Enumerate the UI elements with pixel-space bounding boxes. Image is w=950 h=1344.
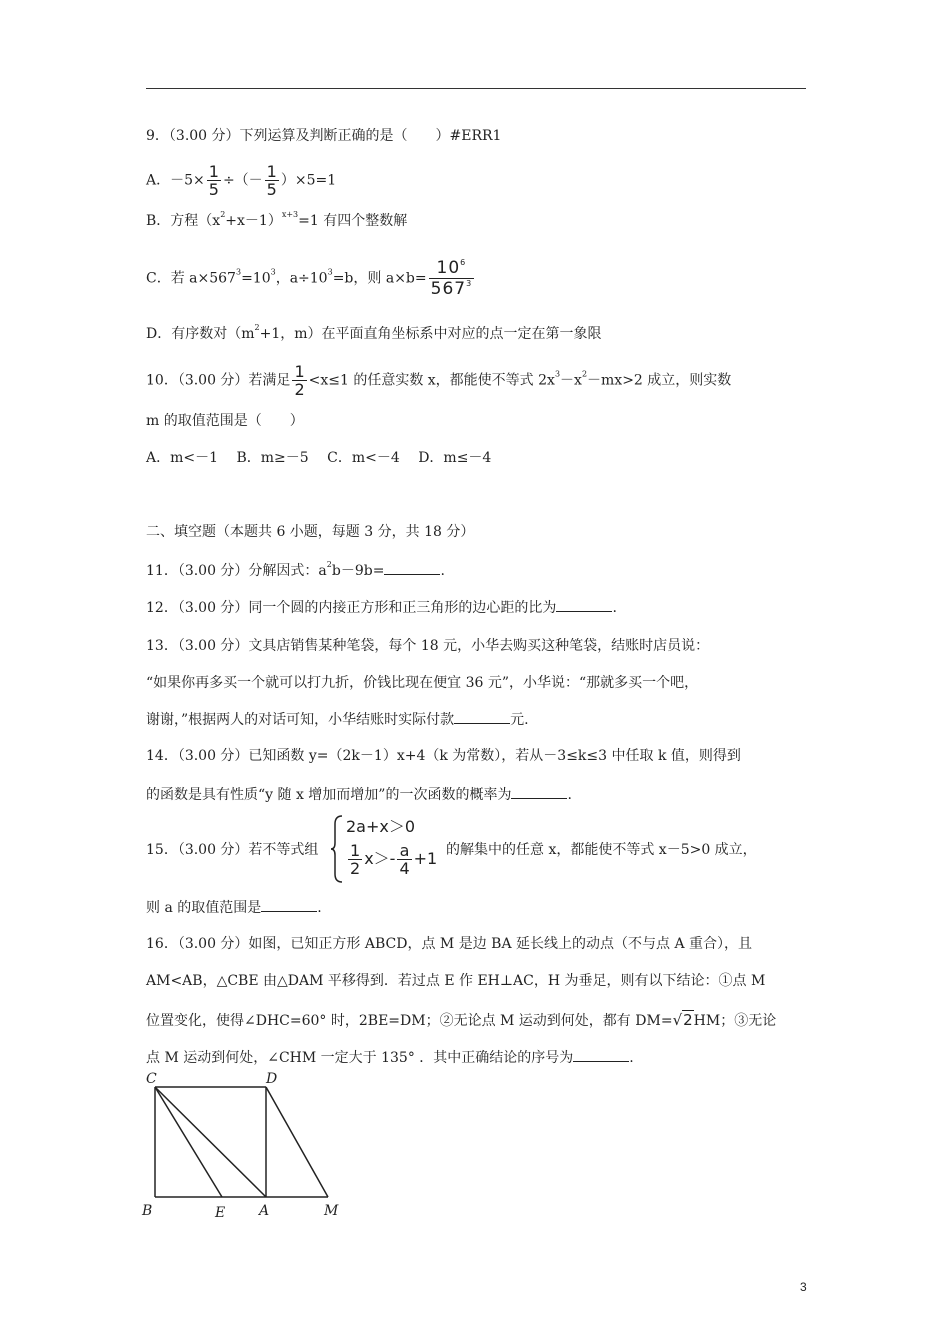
q13-line1: 13．（3.00 分）文具店销售某种笔袋，每个 18 元，小华去购买这种笔袋，结账时店员说：: [146, 638, 710, 654]
label-b: B: [142, 1203, 153, 1219]
q9-option-b: B．方程$(x^2+x-1)^{x+3}=1$ 有四个整数解: [146, 210, 408, 229]
answer-blank: [511, 784, 567, 799]
answer-blank: [454, 709, 510, 724]
q16-line2: AM<AB，△CBE 由△DAM 平移得到．若过点 E 作 EH⊥AC，H 为垂足，则有以下结论：①点 M: [146, 973, 766, 989]
q15-lead: 15．（3.00 分）若不等式组: [146, 842, 319, 858]
page-number: 3: [800, 1280, 807, 1294]
answer-blank: [573, 1047, 629, 1062]
fraction: $\frac{a}{4}$: [399, 841, 410, 878]
sqrt: √2: [672, 1011, 693, 1029]
q14-line1: 14．（3.00 分）已知函数 y=（2k－1）x+4（k 为常数），若从－3≤k≤3 中任取 k 值，则得到: [146, 748, 741, 764]
brace-icon: [330, 815, 344, 883]
q13-line3: 谢谢，”根据两人的对话可知，小华结账时实际付款 元.: [146, 709, 529, 730]
q15-tail: 的解集中的任意 x，都能使不等式 x－5>0 成立，: [446, 842, 757, 858]
inequality-row-2: $\frac{1}{2}$ x＞- $\frac{a}{4}$ +1: [350, 841, 438, 878]
geometry-figure: [136, 1068, 356, 1224]
q14-line2: 的函数是具有性质“y 随 x 增加而增加”的一次函数的概率为 .: [146, 784, 572, 805]
q10-stem: 10．（3.00 分）若满足 $\frac{1}{2}$ <x≤1 的任意实数 x，都能使不等式 $2x^3-x^2-mx>2$ 成立，则实数: [146, 362, 732, 399]
fraction: $\frac{1}{2}$: [350, 841, 361, 878]
q12: 12．（3.00 分）同一个圆的内接正方形和正三角形的边心距的比为 .: [146, 597, 617, 618]
label-d: D: [266, 1071, 278, 1087]
answer-blank: [384, 560, 440, 575]
q16-line1: 16．（3.00 分）如图，已知正方形 ABCD，点 M 是边 BA 延长线上的动点（不与点 A 重合），且: [146, 936, 753, 952]
fraction: $\frac{1}{5}$: [208, 162, 219, 199]
label-e: E: [215, 1205, 226, 1221]
q9-option-d: D．有序数对（$m^2+1$，m）在平面直角坐标系中对应的点一定在第一象限: [146, 323, 602, 342]
q9-option-c: C．若 $a\times 567^3=10^3$，$a\div 10^3=b$，则 a×b= $\frac{10^6}{567^3}$: [146, 258, 473, 299]
q13-line2: “如果你再多买一个就可以打九折，价钱比现在便宜 36 元”，小华说：“那就多买一个吧，: [146, 675, 699, 691]
q9-option-a: A．－5× $\frac{1}{5}$ ÷（－ $\frac{1}{5}$ ）×5=1: [146, 162, 337, 199]
fraction: $\frac{1}{2}$: [294, 362, 305, 399]
label-a: A: [259, 1203, 270, 1219]
label-m: M: [324, 1203, 339, 1219]
header-rule: [146, 88, 806, 89]
q16-line3: 位置变化，使得∠DHC=60° 时，2BE=DM；②无论点 M 运动到何处，都有 DM=√2HM；③无论: [146, 1011, 777, 1029]
section-heading: 二、填空题（本题共 6 小题，每题 3 分，共 18 分）: [146, 524, 475, 540]
fraction: $\frac{10^6}{567^3}$: [430, 258, 473, 299]
inequality-row-1: 2a+x＞0: [346, 817, 416, 836]
q16-line4: 点 M 运动到何处，∠CHM 一定大于 135° ．其中正确结论的序号为 .: [146, 1047, 634, 1068]
fraction: $\frac{1}{5}$: [266, 162, 277, 199]
q10-line2: m 的取值范围是（ ）: [146, 413, 304, 429]
q11: 11．（3.00 分）分解因式：$a^2b-9b=$ .: [146, 560, 445, 579]
q15-line2: 则 a 的取值范围是 .: [146, 897, 322, 918]
q9-stem: 9．（3.00 分）下列运算及判断正确的是（ ）#ERR1: [146, 128, 502, 144]
answer-blank: [261, 897, 317, 912]
answer-blank: [556, 597, 612, 612]
q10-options: A．m<－1 B．m≥－5 C．m<－4 D．m≤－4: [146, 450, 492, 466]
label-c: C: [146, 1071, 157, 1087]
